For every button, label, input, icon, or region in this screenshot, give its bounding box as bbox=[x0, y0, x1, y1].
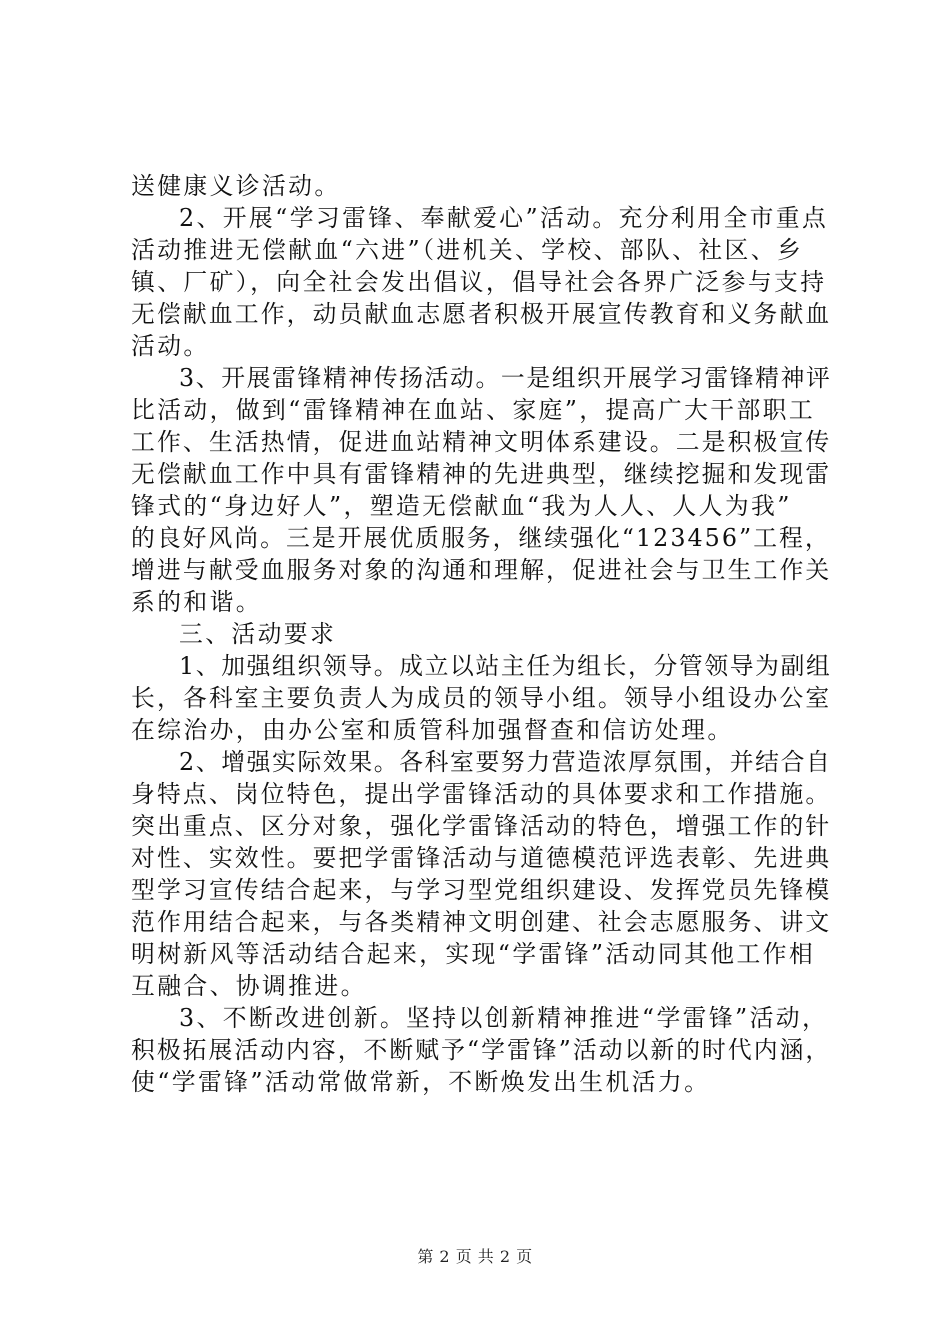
text-line: 增进与献受血服务对象的沟通和理解，促进社会与卫生工作关 bbox=[131, 556, 832, 584]
text-line: 3、开展雷锋精神传扬活动。一是组织开展学习雷锋精神评 bbox=[179, 364, 832, 392]
text-line: 1、加强组织领导。成立以站主任为组长，分管领导为副组 bbox=[179, 652, 832, 680]
text-line: 互融合、协调推进。 bbox=[131, 972, 367, 1000]
text-line: 长，各科室主要负责人为成员的领导小组。领导小组设办公室 bbox=[131, 684, 832, 712]
text-line: 3、不断改进创新。坚持以创新精神推进“学雷锋”活动， bbox=[179, 1004, 829, 1032]
text-line: 活动推进无偿献血“六进”（进机关、学校、部队、社区、乡 bbox=[131, 236, 804, 264]
text-line: 活动。 bbox=[131, 332, 210, 360]
text-line: 无偿献血工作，动员献血志愿者积极开展宣传教育和义务献血 bbox=[131, 300, 832, 328]
text-line: 范作用结合起来，与各类精神文明创建、社会志愿服务、讲文 bbox=[131, 908, 832, 936]
text-line: 身特点、岗位特色，提出学雷锋活动的具体要求和工作措施。 bbox=[131, 780, 832, 808]
text-line: 的良好风尚。三是开展优质服务，继续强化“123456”工程， bbox=[131, 524, 831, 552]
text-line: 明树新风等活动结合起来，实现“学雷锋”活动同其他工作相 bbox=[131, 940, 816, 968]
text-line: 无偿献血工作中具有雷锋精神的先进典型，继续挖掘和发现雷 bbox=[131, 460, 832, 488]
text-line: 比活动，做到“雷锋精神在血站、家庭”，提高广大干部职工 bbox=[131, 396, 816, 424]
text-line: 锋式的“身边好人”，塑造无偿献血“我为人人、人人为我” bbox=[131, 492, 792, 520]
text-line: 使“学雷锋”活动常做常新，不断焕发出生机活力。 bbox=[131, 1068, 711, 1096]
text-line: 送健康义诊活动。 bbox=[131, 172, 341, 200]
page-footer bbox=[0, 1244, 950, 1267]
page-number-label: 第 2 页 共 2 页 bbox=[417, 1247, 533, 1266]
text-line: 在综治办，由办公室和质管科加强督查和信访处理。 bbox=[131, 716, 734, 744]
document-body bbox=[131, 170, 832, 1098]
text-line: 三、活动要求 bbox=[179, 620, 337, 648]
text-line: 突出重点、区分对象，强化学雷锋活动的特色，增强工作的针 bbox=[131, 812, 832, 840]
text-line: 2、增强实际效果。各科室要努力营造浓厚氛围，并结合自 bbox=[179, 748, 832, 776]
text-line: 对性、实效性。要把学雷锋活动与道德模范评选表彰、先进典 bbox=[131, 844, 832, 872]
text-line: 镇、厂矿），向全社会发出倡议，倡导社会各界广泛参与支持 bbox=[131, 268, 827, 296]
text-line: 系的和谐。 bbox=[131, 588, 262, 616]
text-line: 积极拓展活动内容，不断赋予“学雷锋”活动以新的时代内涵， bbox=[131, 1036, 832, 1064]
text-line: 2、开展“学习雷锋、奉献爱心”活动。充分利用全市重点 bbox=[179, 204, 829, 232]
text-line: 型学习宣传结合起来，与学习型党组织建设、发挥党员先锋模 bbox=[131, 876, 832, 904]
text-line: 工作、生活热情，促进血站精神文明体系建设。二是积极宣传 bbox=[131, 428, 832, 456]
